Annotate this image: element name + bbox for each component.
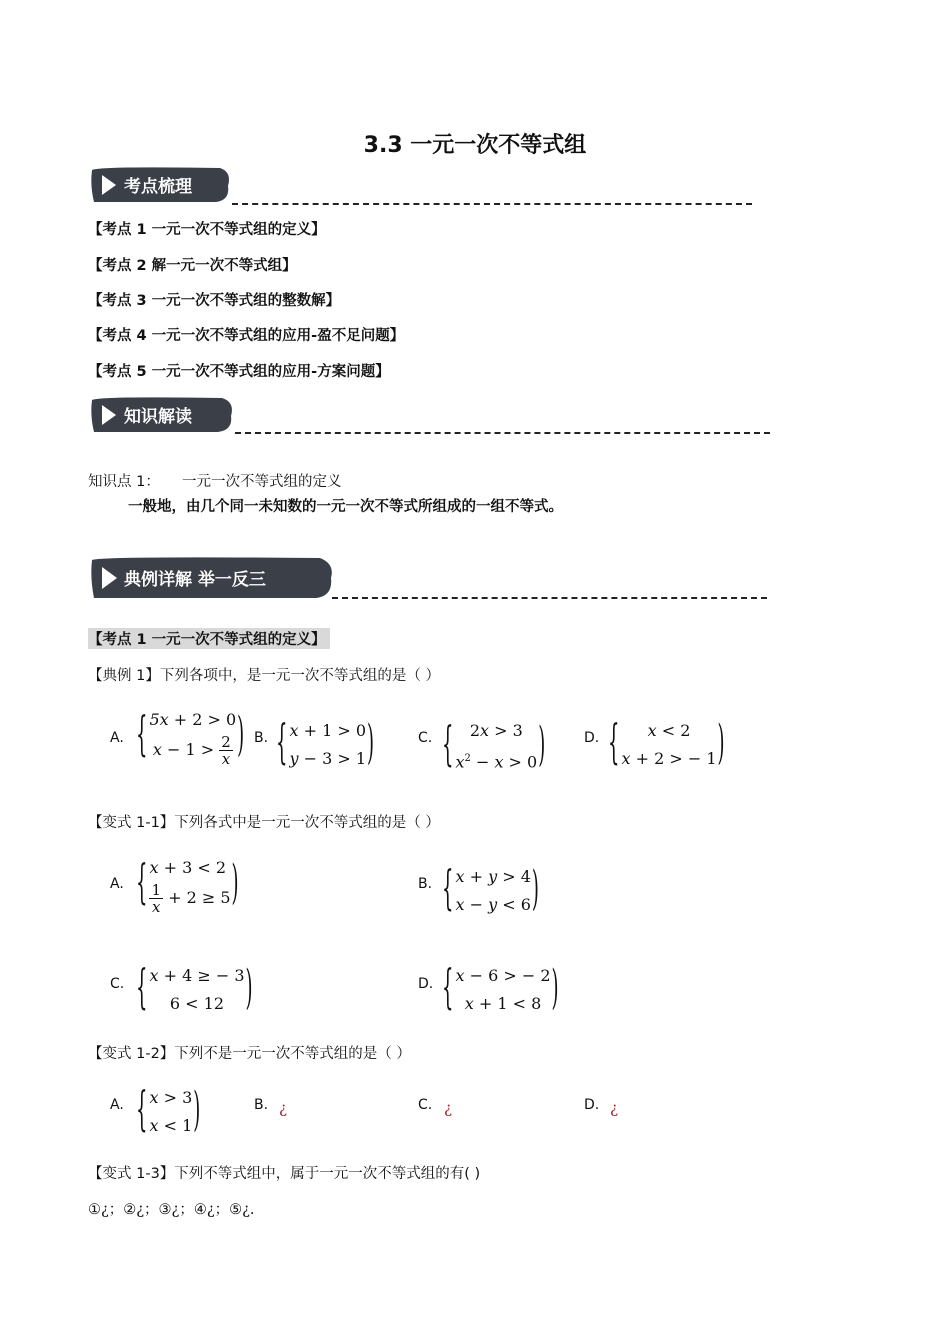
knowledge-content: 一般地，由几个同一未知数的一元一次不等式所组成的一组不等式。: [128, 499, 563, 515]
q2-option-c: { x + 4 ≥ − 3 6 < 12 ): [136, 961, 253, 1016]
banner-dianli-xiangjie: [90, 556, 335, 594]
q2-option-a: { x + 3 < 2 $\frac{1}{x}$ + 2 ≥ 5 ): [136, 855, 239, 916]
q3-stem: 【变式 1-2】下列不是一元一次不等式组的是（ ）: [88, 1046, 411, 1062]
kaodian-3: 【考点 3 一元一次不等式组的整数解】: [88, 293, 341, 309]
knowledge-label: 知识点 1：: [88, 474, 160, 490]
q3-option-d: ¿: [610, 1099, 619, 1117]
q1-label-a: A.: [110, 730, 124, 746]
divider-2: [235, 432, 770, 434]
q3-label-c: C.: [418, 1097, 433, 1113]
q1-label-c: C.: [418, 730, 433, 746]
q2-label-b: B.: [418, 876, 433, 892]
banner-1-text: 考点梳理: [124, 177, 192, 197]
q2-label-d: D.: [418, 976, 434, 992]
q3-option-c: ¿: [444, 1099, 453, 1117]
q1-option-a: { 5x + 2 > 0 x − 1 > $\frac{2}{x}$ ): [136, 707, 245, 768]
kaodian-5: 【考点 5 一元一次不等式组的应用-方案问题】: [88, 364, 390, 380]
q3-label-b: B.: [254, 1097, 269, 1113]
q4-stem: 【变式 1-3】下列不等式组中，属于一元一次不等式组的有( ): [88, 1166, 481, 1182]
q3-label-d: D.: [584, 1097, 600, 1113]
divider-1: [232, 203, 752, 205]
q1-option-c: { 2x > 3 $x^2 - x > 0$ ): [442, 718, 546, 773]
q1-option-b: { x + 1 > 0 y − 3 > 1 ): [276, 716, 375, 771]
q2-label-c: C.: [110, 976, 125, 992]
q2-option-d: { x − 6 > − 2 x + 1 < 8 ): [442, 961, 559, 1016]
kaodian-1: 【考点 1 一元一次不等式组的定义】: [88, 222, 326, 238]
banner-3-text: 典例详解 举一反三: [124, 570, 266, 590]
q3-option-a: { x > 3 x < 1 ): [136, 1083, 201, 1138]
q1-stem: 【典例 1】下列各项中，是一元一次不等式组的是（ ）: [88, 668, 440, 684]
q3-option-b: ¿: [279, 1099, 288, 1117]
banner-zhishi-jiedu: [90, 396, 235, 434]
q3-label-a: A.: [110, 1097, 124, 1113]
kaodian-4: 【考点 4 一元一次不等式组的应用-盈不足问题】: [88, 328, 405, 344]
banner-kaodian-shuli: [90, 166, 232, 204]
page-title: 3.3 一元一次不等式组: [363, 133, 587, 158]
banner-2-text: 知识解读: [124, 407, 192, 427]
q4-answers: ①¿；②¿；③¿；④¿；⑤¿.: [88, 1202, 255, 1218]
q2-label-a: A.: [110, 876, 124, 892]
q1-label-d: D.: [584, 730, 600, 746]
q1-label-b: B.: [254, 730, 269, 746]
q2-option-b: { x + y > 4 x − y < 6 ): [442, 862, 539, 917]
q1-option-d: { x < 2 x + 2 > − 1 ): [608, 716, 725, 771]
section-kaodian-1: 【考点 1 一元一次不等式组的定义】: [88, 628, 330, 649]
q2-stem: 【变式 1-1】下列各式中是一元一次不等式组的是（ ）: [88, 815, 440, 831]
kaodian-2: 【考点 2 解一元一次不等式组】: [88, 258, 297, 274]
knowledge-topic: 一元一次不等式组的定义: [182, 474, 342, 490]
divider-3: [332, 597, 767, 599]
